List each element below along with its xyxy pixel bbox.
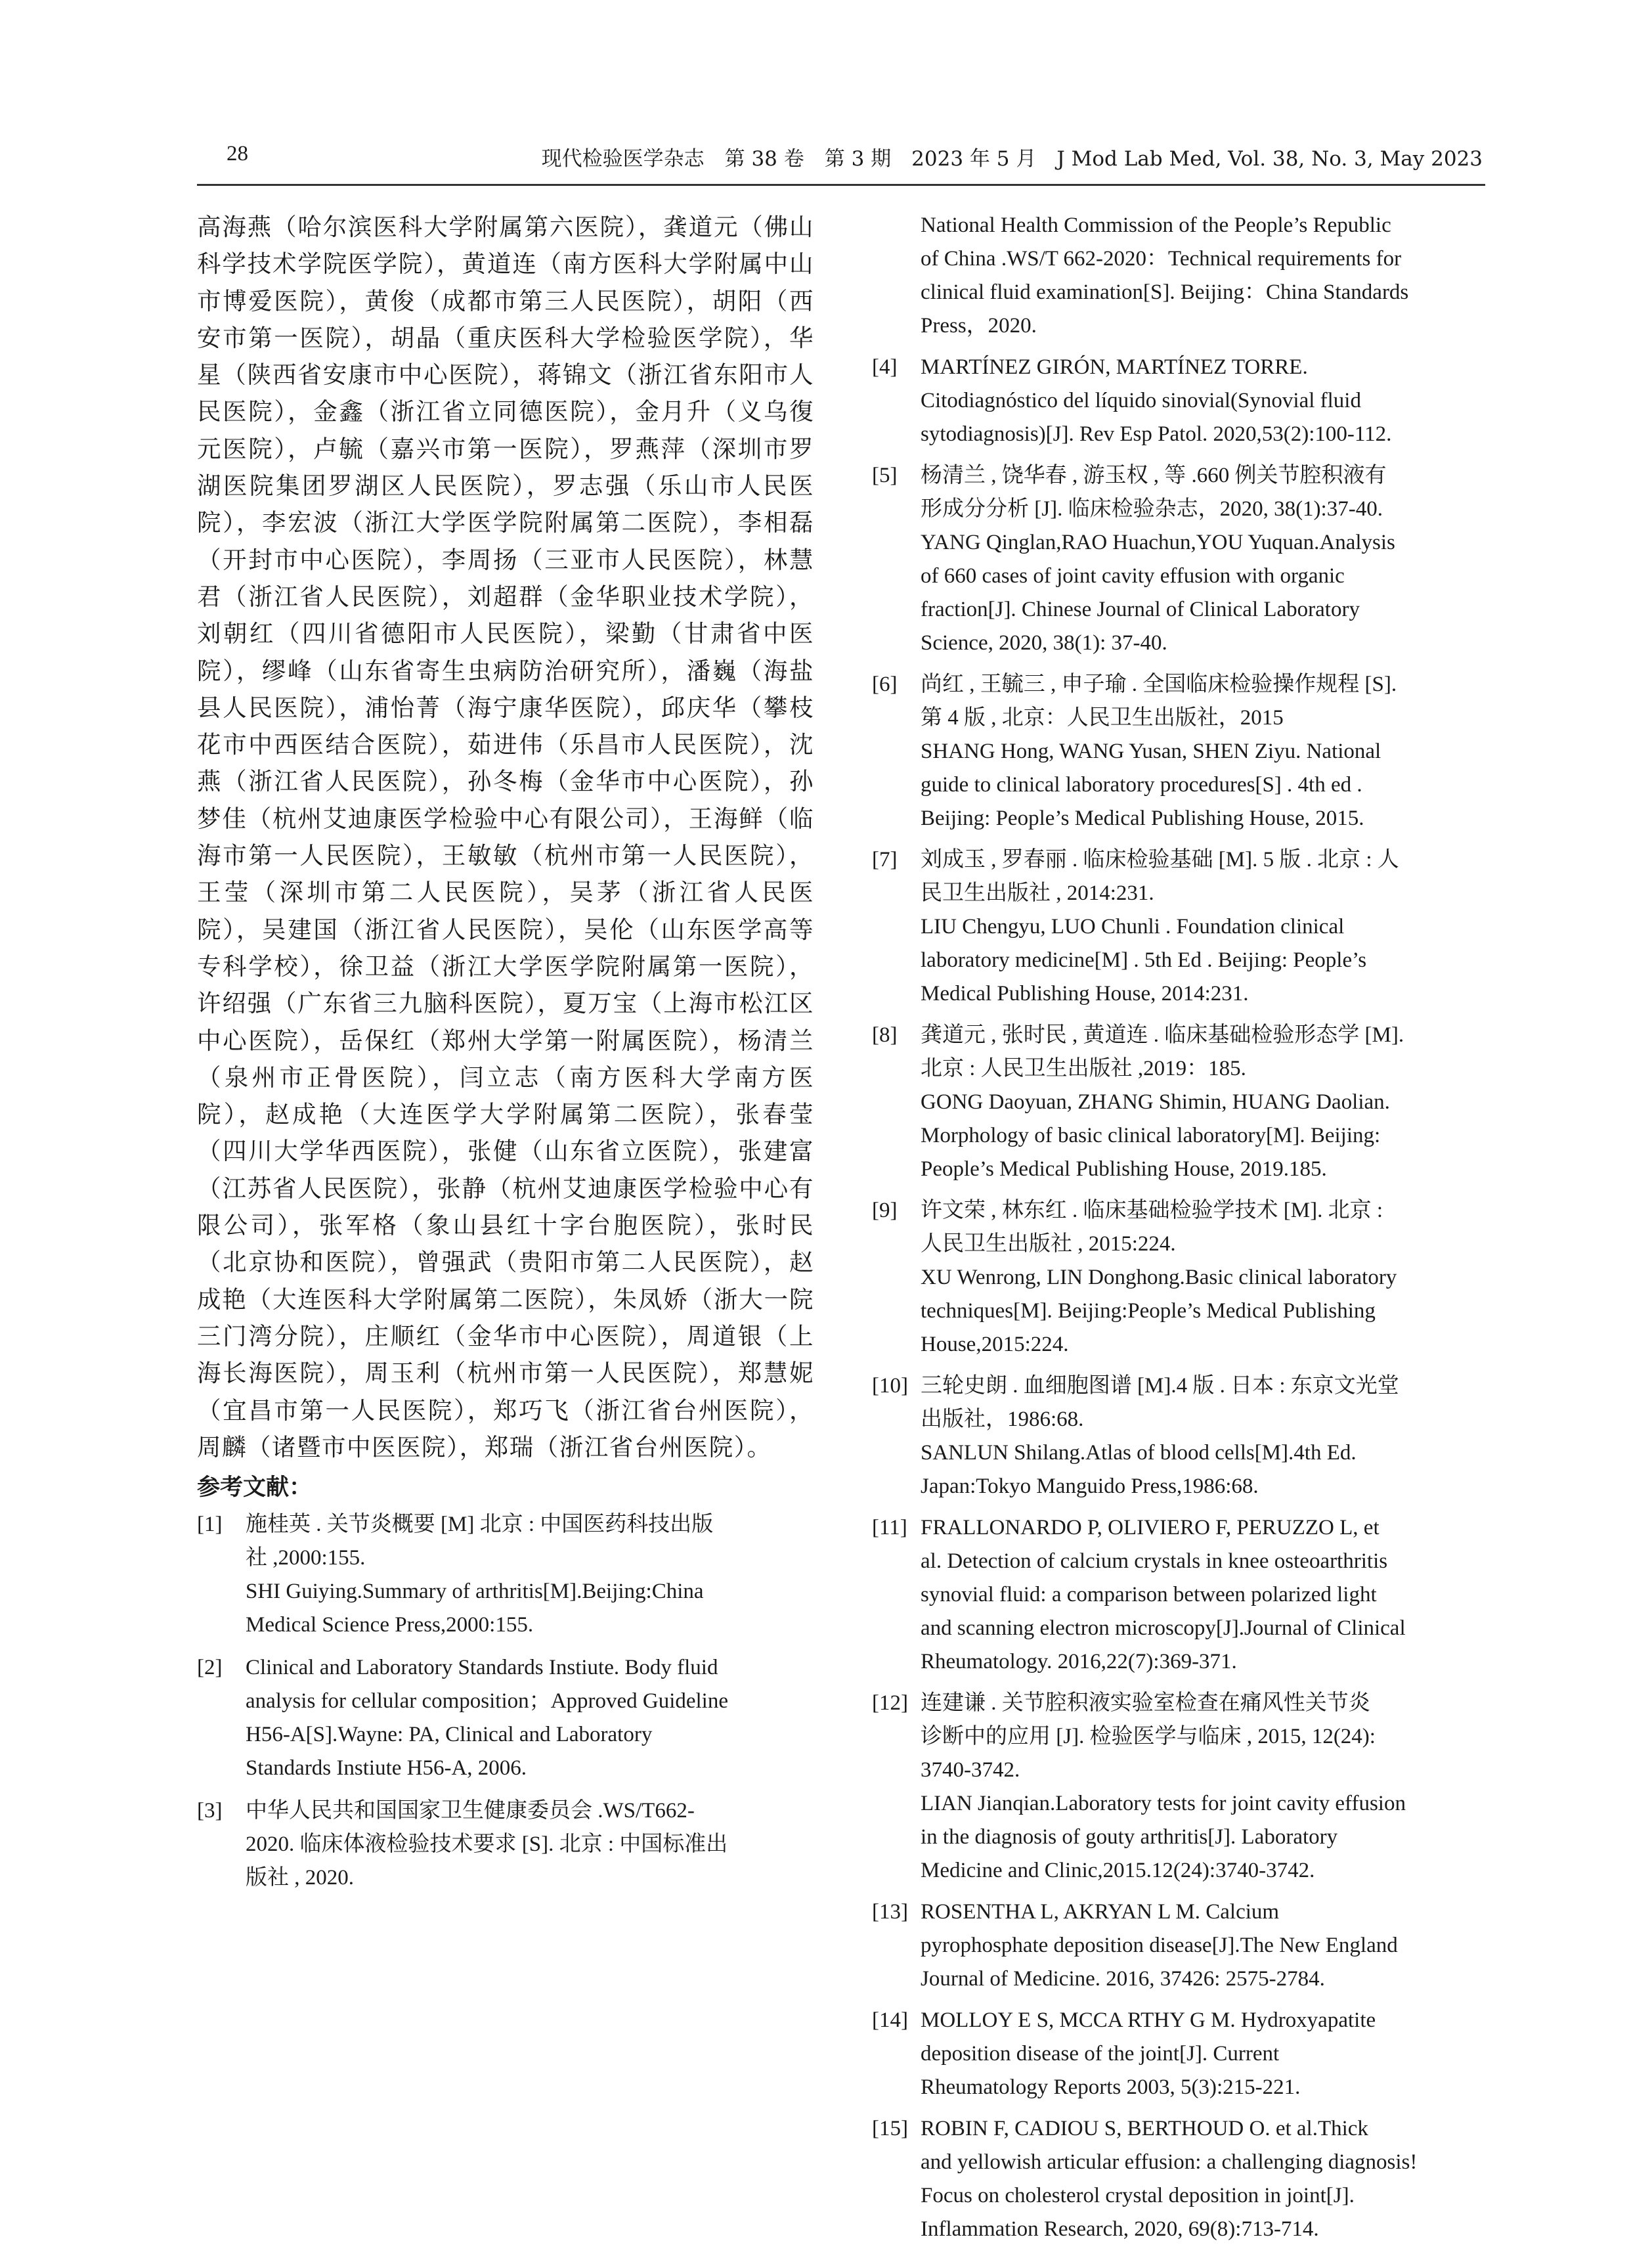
reference-item (197, 1651, 814, 1785)
reference-number: [7] (872, 848, 898, 872)
reference-number: [5] (872, 464, 898, 487)
reference-item (872, 459, 1485, 660)
reference-text (921, 459, 1485, 660)
running-header (197, 134, 1485, 186)
reference-line: Standards Instiute H56-A, 2006. (246, 1756, 527, 1781)
reference-item (872, 1895, 1485, 1996)
reference-line: ROBIN F, CADIOU S, BERTHOUD O. et al.Thick (921, 2117, 1368, 2140)
reference-line: Japan:Tokyo Manguido Press,1986:68. (921, 1474, 1259, 1498)
reference-line: 三轮史朗 . 血细胞图谱 [M].4 版 . 日本 : 东京文光堂 (921, 1374, 1399, 1398)
reference-item (197, 1508, 814, 1642)
reference-number: [2] (197, 1656, 223, 1680)
reference-line: Medical Publishing House, 2014:231. (921, 982, 1249, 1006)
reference-line: clinical fluid examination[S]. Beijing：China Standards (921, 280, 1409, 304)
reference-item (197, 1794, 814, 1895)
reference-3-continuation (872, 209, 1485, 343)
right-column (872, 209, 1485, 2254)
reference-line: GONG Daoyuan, ZHANG Shimin, HUANG Daolian. (921, 1090, 1390, 1114)
reference-text (921, 1511, 1485, 1679)
reference-line: 杨清兰 , 饶华春 , 游玉权 , 等 .660 例关节腔积液有 (921, 464, 1387, 487)
reference-line: 3740-3742. (921, 1758, 1020, 1782)
reference-line: 许文荣 , 林东红 . 临床基础检验学技术 [M]. 北京 : (921, 1199, 1383, 1222)
reference-line: and yellowish articular effusion: a challenging diagnosis! (921, 2150, 1418, 2174)
reference-line: SHANG Hong, WANG Yusan, SHEN Ziyu. National (921, 740, 1381, 763)
reference-line: MOLLOY E S, MCCA RTHY G M. Hydroxyapatite (921, 2008, 1376, 2032)
reference-line: 第 4 版 , 北京：人民卫生出版社，2015 (921, 706, 1284, 730)
reference-number: [4] (872, 355, 898, 379)
reference-line: 刘成玉 , 罗春丽 . 临床检验基础 [M]. 5 版 . 北京 : 人 (921, 848, 1399, 872)
reference-text (246, 1508, 814, 1642)
reference-text (921, 668, 1485, 835)
reference-line: National Health Commission of the People’s Republic (921, 213, 1391, 237)
reference-line: Medicine and Clinic,2015.12(24):3740-3742. (921, 1859, 1315, 1882)
reference-line: Science, 2020, 38(1): 37-40. (921, 631, 1167, 655)
reference-item (872, 1194, 1485, 1361)
reference-line: 施桂英 . 关节炎概要 [M] 北京 : 中国医药科技出版 (246, 1513, 714, 1537)
reference-item (872, 2112, 1485, 2246)
reference-text (921, 1369, 1485, 1503)
reference-number: [11] (872, 1516, 907, 1539)
reference-item (872, 1369, 1485, 1503)
reference-line: People’s Medical Publishing House, 2019.185. (921, 1157, 1327, 1181)
reference-line: of China .WS/T 662-2020：Technical requirements for (921, 247, 1402, 271)
reference-text (921, 1687, 1485, 1888)
reference-line: H56-A[S].Wayne: PA, Clinical and Laboratory (246, 1723, 653, 1747)
reference-number: [15] (872, 2117, 908, 2140)
reference-line: techniques[M]. Beijing:People’s Medical Publishing (921, 1299, 1376, 1323)
reference-line: Beijing: People’s Medical Publishing House, 2015. (921, 807, 1364, 830)
reference-line: 北京 : 人民卫生出版社 ,2019：185. (921, 1057, 1246, 1080)
reference-item (872, 668, 1485, 835)
journal-citation: 现代检验医学杂志 第 38 卷 第 3 期 2023 年 5 月 J Mod Lab Med, Vol. 38, No. 3, May 2023 (541, 147, 1483, 171)
reference-number: [13] (872, 1900, 908, 1924)
reference-line: 2020. 临床体液检验技术要求 [S]. 北京 : 中国标准出 (246, 1832, 728, 1857)
reference-number: [1] (197, 1513, 223, 1537)
reference-text (921, 351, 1485, 451)
reference-line: Medical Science Press,2000:155. (246, 1613, 534, 1637)
reference-line: synovial fluid: a comparison between polarized light (921, 1583, 1377, 1606)
reference-list-left (197, 1508, 814, 1895)
reference-line: Clinical and Laboratory Standards Instiute. Body fluid (246, 1656, 718, 1680)
references-heading: 参考文献： (197, 1474, 313, 1501)
reference-line: SHI Guiying.Summary of arthritis[M].Beijing:China (246, 1580, 704, 1604)
reference-number: [10] (872, 1374, 908, 1398)
reference-line: 尚红 , 王毓三 , 申子瑜 . 全国临床检验操作规程 [S]. (921, 673, 1397, 696)
reference-line: sytodiagnosis)[J]. Rev Esp Patol. 2020,53(2):100-112. (921, 422, 1392, 446)
reference-text (921, 1194, 1485, 1361)
reference-line: Morphology of basic clinical laboratory[M]. Beijing: (921, 1124, 1381, 1147)
reference-line: LIU Chengyu, LUO Chunli . Foundation clinical (921, 915, 1345, 939)
reference-text (246, 1651, 814, 1785)
reference-line: 连建谦 . 关节腔积液实验室检查在痛风性关节炎 (921, 1691, 1370, 1715)
reference-line: 形成分分析 [J]. 临床检验杂志，2020, 38(1):37-40. (921, 497, 1383, 521)
reference-line: al. Detection of calcium crystals in knee osteoarthritis (921, 1549, 1388, 1573)
reference-line: FRALLONARDO P, OLIVIERO F, PERUZZO L, et (921, 1516, 1380, 1539)
reference-text (921, 2112, 1485, 2246)
reference-line: Inflammation Research, 2020, 69(8):713-714. (921, 2217, 1319, 2241)
reference-line: Focus on cholesterol crystal deposition in joint[J]. (921, 2184, 1355, 2207)
reference-number: [3] (197, 1799, 223, 1823)
reference-item (872, 351, 1485, 451)
reference-line: ROSENTHA L, AKRYAN L M. Calcium (921, 1900, 1280, 1924)
reference-line: XU Wenrong, LIN Donghong.Basic clinical laboratory (921, 1266, 1397, 1289)
reference-line: 人民卫生出版社 , 2015:224. (921, 1232, 1176, 1256)
reference-text (921, 843, 1485, 1011)
reference-number: [9] (872, 1199, 898, 1222)
reference-line: Press，2020. (921, 314, 1037, 338)
reference-line: 版社 , 2020. (246, 1866, 354, 1890)
reference-line: laboratory medicine[M] . 5th Ed . Beijing: People’s (921, 948, 1367, 972)
reference-list-right (872, 351, 1485, 2246)
page-number: 28 (227, 142, 248, 166)
reference-number: [6] (872, 673, 898, 696)
reference-line: and scanning electron microscopy[J].Journal of Clinical (921, 1616, 1406, 1640)
reference-line: 中华人民共和国国家卫生健康委员会 .WS/T662- (246, 1799, 695, 1823)
reference-item (872, 1019, 1485, 1186)
reference-line: MARTÍNEZ GIRÓN, MARTÍNEZ TORRE. (921, 355, 1308, 379)
reference-line: Rheumatology. 2016,22(7):369-371. (921, 1650, 1237, 1673)
reference-number: [8] (872, 1023, 898, 1047)
reference-line: SANLUN Shilang.Atlas of blood cells[M].4th Ed. (921, 1441, 1357, 1465)
reference-item (872, 1511, 1485, 1679)
reference-text (246, 1794, 814, 1895)
reference-line: analysis for cellular composition；Approved Guideline (246, 1689, 728, 1714)
reference-text (921, 1895, 1485, 1996)
reference-line: 出版社，1986:68. (921, 1407, 1084, 1431)
reference-line: 社 ,2000:155. (246, 1546, 366, 1570)
reference-line: pyrophosphate deposition disease[J].The New England (921, 1934, 1398, 1957)
reference-line: LIAN Jianqian.Laboratory tests for joint cavity effusion (921, 1792, 1406, 1815)
reference-line: 龚道元 , 张时民 , 黄道连 . 临床基础检验形态学 [M]. (921, 1023, 1404, 1047)
reference-line: in the diagnosis of gouty arthritis[J]. Laboratory (921, 1825, 1338, 1849)
reference-item (872, 1687, 1485, 1888)
reference-line: Citodiagnóstico del líquido sinovial(Synovial fluid (921, 389, 1361, 412)
reference-number: [14] (872, 2008, 908, 2032)
reference-line: of 660 cases of joint cavity effusion with organic (921, 564, 1345, 588)
reference-text (921, 1019, 1485, 1186)
reference-line: Rheumatology Reports 2003, 5(3):215-221. (921, 2075, 1301, 2099)
reference-text (921, 2004, 1485, 2104)
reference-line: 民卫生出版社 , 2014:231. (921, 881, 1154, 905)
left-column (197, 209, 814, 1904)
reference-line: YANG Qinglan,RAO Huachun,YOU Yuquan.Analysis (921, 531, 1395, 554)
reference-line: guide to clinical laboratory procedures[S] . 4th ed . (921, 773, 1362, 797)
reference-line: fraction[J]. Chinese Journal of Clinical Laboratory (921, 598, 1360, 621)
reference-line: House,2015:224. (921, 1333, 1069, 1356)
reference-line: Journal of Medicine. 2016, 37426: 2575-2784. (921, 1967, 1325, 1991)
reference-line: 诊断中的应用 [J]. 检验医学与临床 , 2015, 12(24): (921, 1725, 1376, 1748)
acknowledgement-text: 高海燕（哈尔滨医科大学附属第六医院），龚道元（佛山科学技术学院医学院），黄道连（南方医科大学附属中山市博爱医院），黄俊（成都市第三人民医院），胡阳（西安市第一医院），胡晶（重庆医科大学检验医学院），华星（陕西省安康市中心医院），蒋锦文（浙江省东阳市人民医院），金鑫（浙江省立同德医院），金月升（义乌復元医院），卢毓（嘉兴市第一医院），罗燕萍（深圳市罗湖医院集团罗湖区人民医院），罗志强（乐山市人民医院），李宏波（浙江大学医学院附属第二医院），李相磊（开封市中心医院），李周扬（三亚市人民医院），林慧君（浙江省人民医院），刘超群（金华职业技术学院），刘朝红（四川省德阳市人民医院），梁勤（甘肃省中医院），缪峰（山东省寄生虫病防治研究所），潘巍（海盐县人民医院），浦怡菁（海宁康华医院），邱庆华（攀枝花市中西医结合医院），茹进伟（乐昌市人民医院），沈燕（浙江省人民医院），孙冬梅（金华市中心医院），孙梦佳（杭州艾迪康医学检验中心有限公司），王海鲜（临海市第一人民医院），王敏敏（杭州市第一人民医院），王莹（深圳市第二人民医院），吴茅（浙江省人民医院），吴建国（浙江省人民医院），吴伦（山东医学高等专科学校），徐卫益（浙江大学医学院附属第一医院），许绍强（广东省三九脑科医院），夏万宝（上海市松江区中心医院），岳保红（郑州大学第一附属医院），杨清兰（泉州市正骨医院），闫立志（南方医科大学南方医院），赵成艳（大连医学大学附属第二医院），张春莹（四川大学华西医院），张健（山东省立医院），张建富（江苏省人民医院），张静（杭州艾迪康医学检验中心有限公司），张军格（象山县红十字台胞医院），张时民（北京协和医院），曾强武（贵阳市第二人民医院），赵成艳（大连医科大学附属第二医院），朱凤娇（浙大一院三门湾分院），庄顺红（金华市中心医院），周道银（上海长海医院），周玉利（杭州市第一人民医院），郑慧妮（宜昌市第一人民医院），郑巧飞（浙江省台州医院），周麟（诸暨市中医医院），郑瑞（浙江省台州医院）。 (197, 213, 814, 1461)
reference-item (872, 843, 1485, 1011)
reference-line: deposition disease of the joint[J]. Current (921, 2042, 1280, 2066)
reference-item (872, 2004, 1485, 2104)
reference-number: [12] (872, 1691, 908, 1715)
